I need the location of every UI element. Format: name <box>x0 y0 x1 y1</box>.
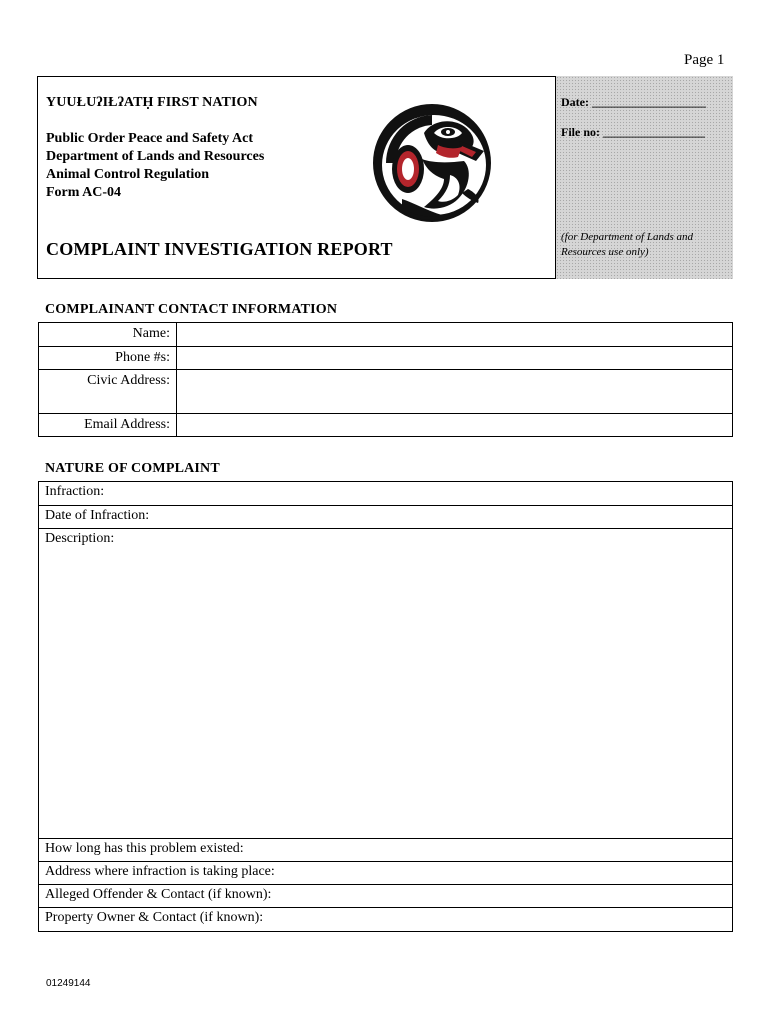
complainant-table <box>38 322 733 437</box>
page-number: Page 1 <box>684 52 725 68</box>
act-name: Public Order Peace and Safety Act <box>46 131 253 146</box>
infraction-label: Infraction: <box>45 484 105 499</box>
infraction-field[interactable] <box>39 482 733 506</box>
act-info <box>46 130 264 202</box>
table-row <box>39 506 733 529</box>
problem-duration-label: How long has this problem existed: <box>45 841 244 856</box>
problem-duration-field[interactable] <box>39 839 733 862</box>
description-label: Description: <box>45 531 115 546</box>
form-code: 01249144 <box>46 978 91 989</box>
name-label: Name: <box>39 323 177 347</box>
table-row <box>39 839 733 862</box>
file-number-field[interactable]: File no: _________________ <box>561 125 705 139</box>
alleged-offender-field[interactable] <box>39 885 733 908</box>
table-row <box>39 370 733 414</box>
table-row <box>39 482 733 506</box>
form-number: Form AC-04 <box>46 185 122 200</box>
complainant-section-title: COMPLAINANT CONTACT INFORMATION <box>45 302 338 317</box>
table-row <box>39 529 733 839</box>
name-input[interactable] <box>177 323 733 347</box>
date-field[interactable]: Date: ___________________ <box>561 95 706 109</box>
table-row <box>39 885 733 908</box>
department-name: Department of Lands and Resources <box>46 149 265 164</box>
property-owner-field[interactable] <box>39 908 733 932</box>
organization-name: YUUŁUʔIŁʔATḤ FIRST NATION <box>46 95 258 110</box>
office-use-note: (for Department of Lands and Resources use only) <box>561 231 693 258</box>
civic-address-label: Civic Address: <box>39 370 177 414</box>
regulation-name: Animal Control Regulation <box>46 167 210 182</box>
civic-address-input[interactable] <box>177 370 733 414</box>
table-row <box>39 862 733 885</box>
infraction-date-field[interactable] <box>39 506 733 529</box>
email-label: Email Address: <box>39 414 177 437</box>
phone-input[interactable] <box>177 347 733 370</box>
first-nation-logo-icon <box>372 103 492 223</box>
table-row <box>39 323 733 347</box>
infraction-date-label: Date of Infraction: <box>45 508 150 523</box>
property-owner-label: Property Owner & Contact (if known): <box>45 910 264 925</box>
complaint-table <box>38 481 733 932</box>
email-input[interactable] <box>177 414 733 437</box>
infraction-address-label: Address where infraction is taking place: <box>45 864 275 879</box>
table-row <box>39 414 733 437</box>
description-field[interactable] <box>39 529 733 839</box>
complaint-section-title: NATURE OF COMPLAINT <box>45 461 220 476</box>
report-title: COMPLAINT INVESTIGATION REPORT <box>46 239 393 259</box>
infraction-address-field[interactable] <box>39 862 733 885</box>
alleged-offender-label: Alleged Offender & Contact (if known): <box>45 887 272 902</box>
table-row <box>39 347 733 370</box>
phone-label: Phone #s: <box>39 347 177 370</box>
table-row <box>39 908 733 932</box>
